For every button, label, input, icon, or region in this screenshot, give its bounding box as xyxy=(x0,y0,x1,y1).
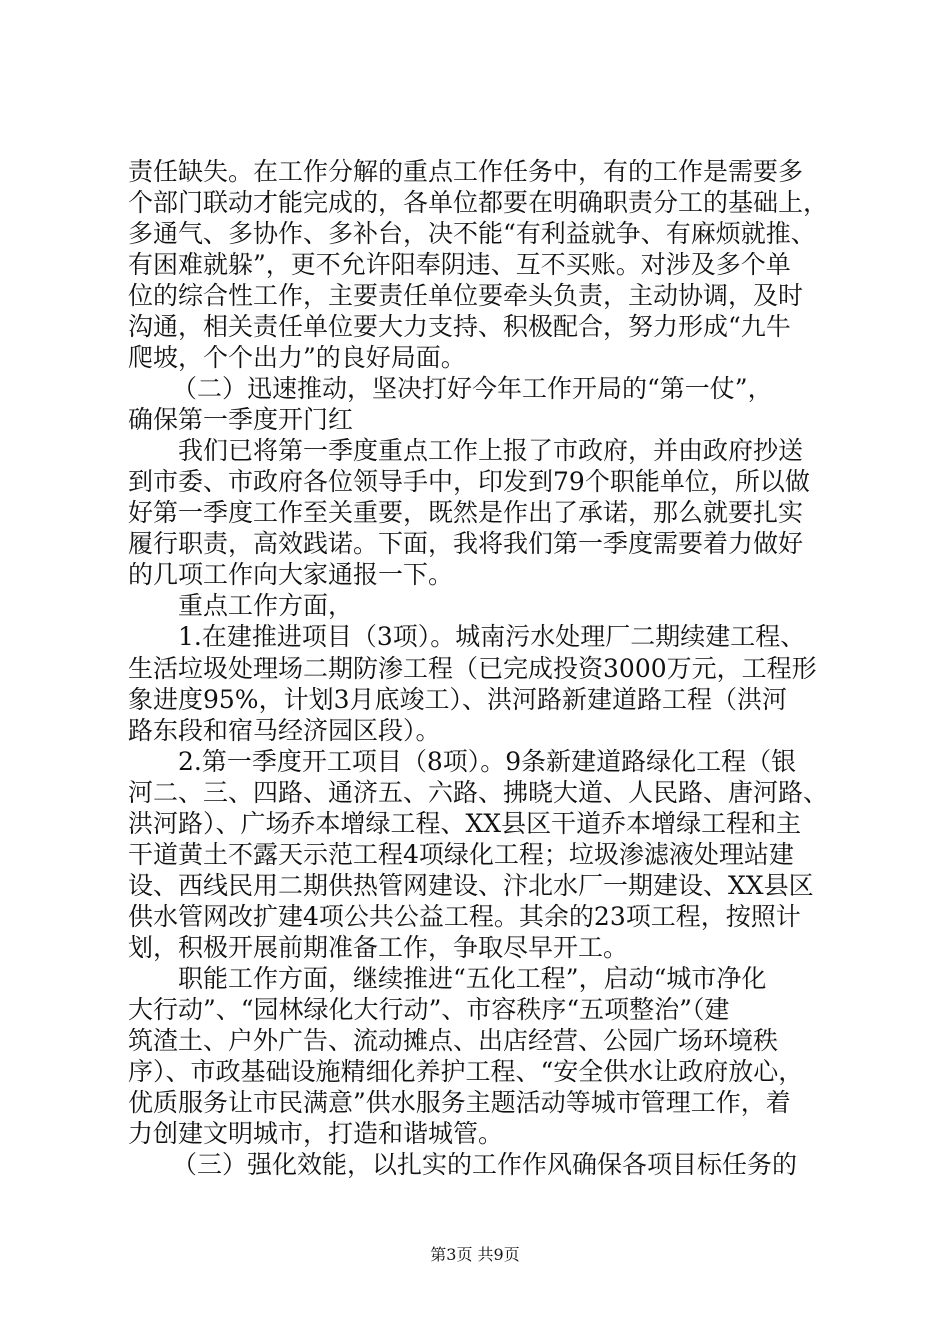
text-line: 象进度95%，计划3月底竣工）、洪河路新建道路工程（洪河 xyxy=(128,685,787,714)
text-line: 2.第一季度开工项目（8项）。9条新建道路绿化工程（银 xyxy=(178,747,797,776)
text-line: 设、西线民用二期供热管网建设、汴北水厂一期建设、XX县区 xyxy=(128,871,814,900)
text-line: 筑渣土、户外广告、流动摊点、出店经营、公园广场环境秩 xyxy=(128,1026,779,1055)
text-line: 好第一季度工作至关重要，既然是作出了承诺，那么就要扎实 xyxy=(128,498,804,527)
text-line: 优质服务让市民满意”供水服务主题活动等城市管理工作，着 xyxy=(128,1088,791,1117)
section-heading: （二）迅速推动，坚决打好今年工作开局的“第一仗”， xyxy=(172,374,773,403)
text-line: 生活垃圾处理场二期防渗工程（已完成投资3000万元，工程形 xyxy=(128,654,817,683)
text-line: 职能工作方面，继续推进“五化工程”，启动“城市净化 xyxy=(178,964,767,993)
text-line: 力创建文明城市，打造和谐城管。 xyxy=(128,1119,504,1148)
text-line: 路东段和宿马经济园区段）。 xyxy=(128,716,441,745)
text-line: 洪河路）、广场乔本增绿工程、XX县区干道乔本增绿工程和主 xyxy=(128,809,802,838)
text-line: 位的综合性工作，主要责任单位要牵头负责，主动协调，及时 xyxy=(128,281,804,310)
text-line: 多通气、多协作、多补台，决不能“有利益就争、有麻烦就推、 xyxy=(128,219,816,248)
text-line: 干道黄土不露天示范工程4项绿化工程；垃圾渗滤液处理站建 xyxy=(128,840,794,869)
text-line: 1.在建推进项目（3项）。城南污水处理厂二期续建工程、 xyxy=(178,622,806,651)
text-line: 到市委、市政府各位领导手中，印发到79个职能单位，所以做 xyxy=(128,467,810,496)
text-line: 序）、市政基础设施精细化养护工程、“安全供水让政府放心， xyxy=(128,1057,804,1086)
text-line: 有困难就躲”，更不允许阳奉阴违、互不买账。对涉及多个单 xyxy=(128,250,791,279)
text-line: 重点工作方面， xyxy=(178,591,354,620)
page-number: 第3页 共9页 xyxy=(430,1245,520,1264)
text-line: 河二、三、四路、通济五、六路、拂晓大道、人民路、唐河路、 xyxy=(128,778,829,807)
text-line: 供水管网改扩建4项公共公益工程。其余的23项工程，按照计 xyxy=(128,902,801,931)
text-line: 爬坡，个个出力”的良好局面。 xyxy=(128,343,466,372)
text-line: 划，积极开展前期准备工作，争取尽早开工。 xyxy=(128,933,629,962)
text-line: 沟通，相关责任单位要大力支持、积极配合，努力形成“九牛 xyxy=(128,312,791,341)
text-line: 责任缺失。在工作分解的重点工作任务中，有的工作是需要多 xyxy=(128,157,804,186)
section-heading: 确保第一季度开门红 xyxy=(128,405,354,434)
text-line: 个部门联动才能完成的，各单位都要在明确职责分工的基础上， xyxy=(128,188,829,217)
section-heading: （三）强化效能，以扎实的工作作风确保各项目标任务的 xyxy=(172,1150,798,1179)
text-line: 大行动”、“园林绿化大行动”、市容秩序“五项整治”（建 xyxy=(128,995,730,1024)
text-line: 我们已将第一季度重点工作上报了市政府，并由政府抄送 xyxy=(178,436,804,465)
text-line: 履行职责，高效践诺。下面，我将我们第一季度需要着力做好 xyxy=(128,529,804,558)
text-line: 的几项工作向大家通报一下。 xyxy=(128,560,454,589)
